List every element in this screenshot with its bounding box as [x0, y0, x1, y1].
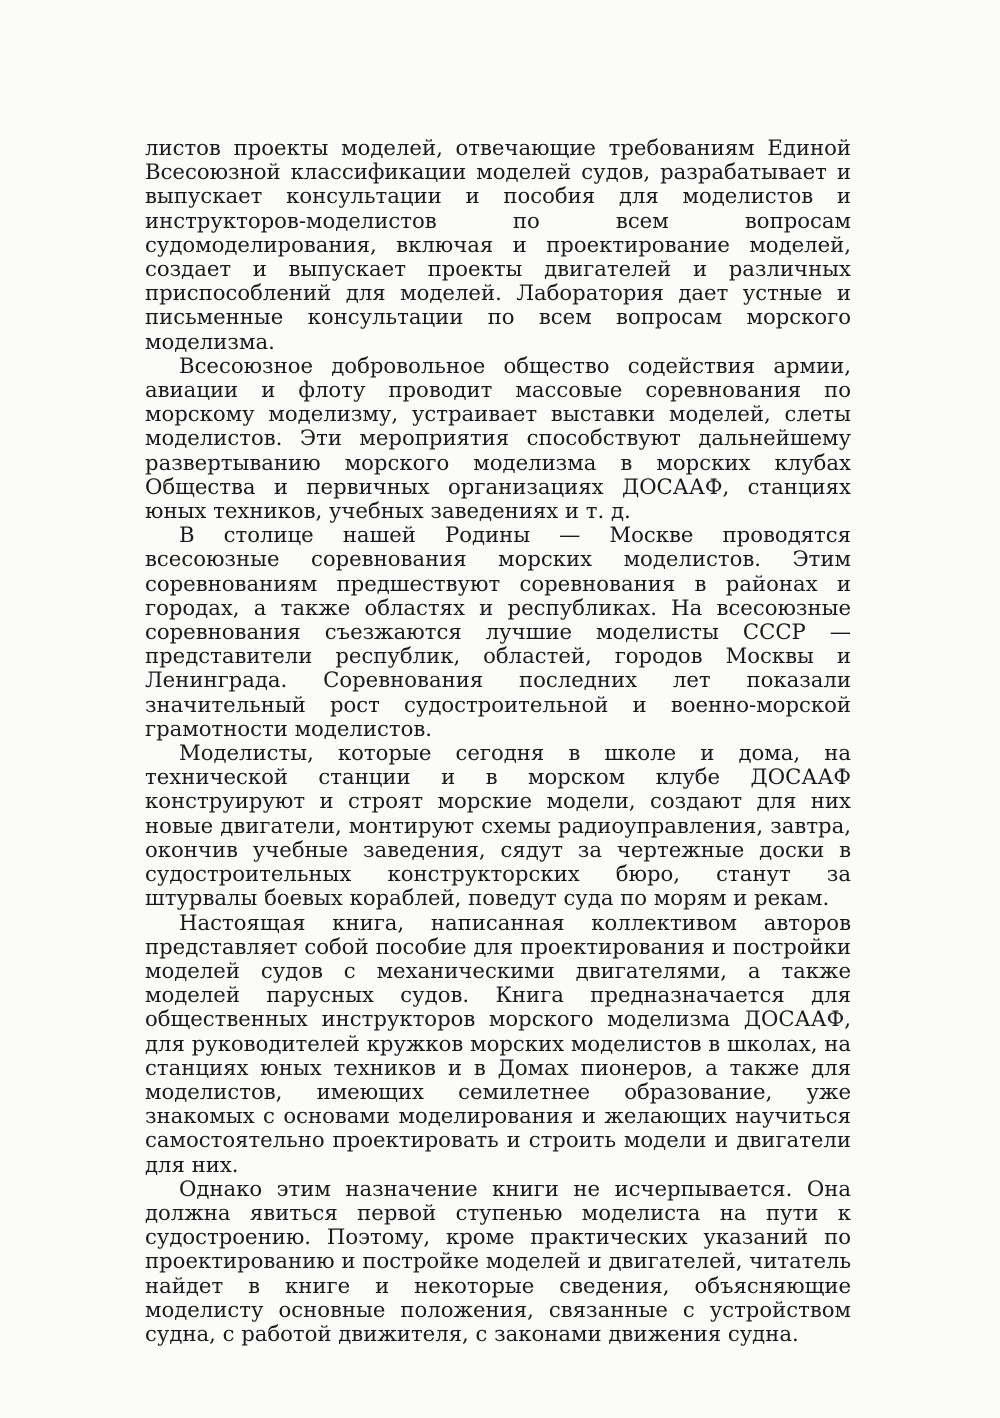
paragraph-book-scope: Однако этим назначение книги не исчерпывается. Она должна явиться первой ступенью моделиста на пути к судостроению. Поэтому, кроме практических указаний по проектированию и постройке моделей и двигателей, читатель найдет в книге и некоторые сведения, объясняющие моделисту основные положения, связанные с устройством судна, с работой движителя, с законами движения судна. [145, 1175, 851, 1346]
paragraph-continued: листов проекты моделей, отвечающие требованиям Единой Всесоюзной классификации моделей судов, разрабатывает и выпускает консультации и пособия для моделистов и инструкторов-моделистов по всем вопросам судомоделирования, включая и проектирование моделей, создает и выпускает проекты двигателей и различных приспособлений для моделей. Лаборатория дает устные и письменные консультации по всем вопросам морского моделизма. [145, 135, 851, 354]
paragraph-modelers-future: Моделисты, которые сегодня в школе и дома, на технической станции и в морском клубе ДОСААФ конструируют и строят морские модели, создают для них новые двигатели, монтируют схемы радиоуправления, завтра, окончив учебные заведения, сядут за чертежные доски в судостроительных конструкторских бюро, станут за штурвалы боевых кораблей, поведут суда по морям и рекам. [145, 740, 851, 911]
paragraph-book-purpose: Настоящая книга, написанная коллективом авторов представляет собой пособие для проектирования и постройки моделей судов с механическими двигателями, а также моделей парусных судов. Книга предназначается для общественных инструкторов морского моделизма ДОСААФ, для руководителей кружков морских моделистов в школах, на станциях юных техников и в Домах пионеров, а также для моделистов, имеющих семилетнее образование, уже знакомых с основами моделирования и желающих научиться самостоятельно проектировать и строить модели и двигатели для них. [145, 909, 851, 1177]
paragraph-moscow-competitions: В столице нашей Родины — Москве проводятся всесоюзные соревнования морских моделистов. Этим соревнованиям предшествуют соревнования в районах и городах, а также областях и республиках. На всесоюзные соревнования съезжаются лучшие моделисты СССР — представители республик, областей, городов Москвы и Ленинграда. Соревнования последних лет показали значительный рост судостроительной и военно-морской грамотности моделистов. [145, 522, 851, 741]
paragraph-dosaaf-competitions: Всесоюзное добровольное общество содействия армии, авиации и флоту проводит массовые соревнования по морскому моделизму, устраивает выставки моделей, слеты моделистов. Эти мероприятия способствуют дальнейшему развертыванию морского моделизма в морских клубах Общества и первичных организациях ДОСААФ, станциях юных техников, учебных заведениях и т. д. [145, 352, 851, 524]
body-text [145, 136, 851, 1346]
